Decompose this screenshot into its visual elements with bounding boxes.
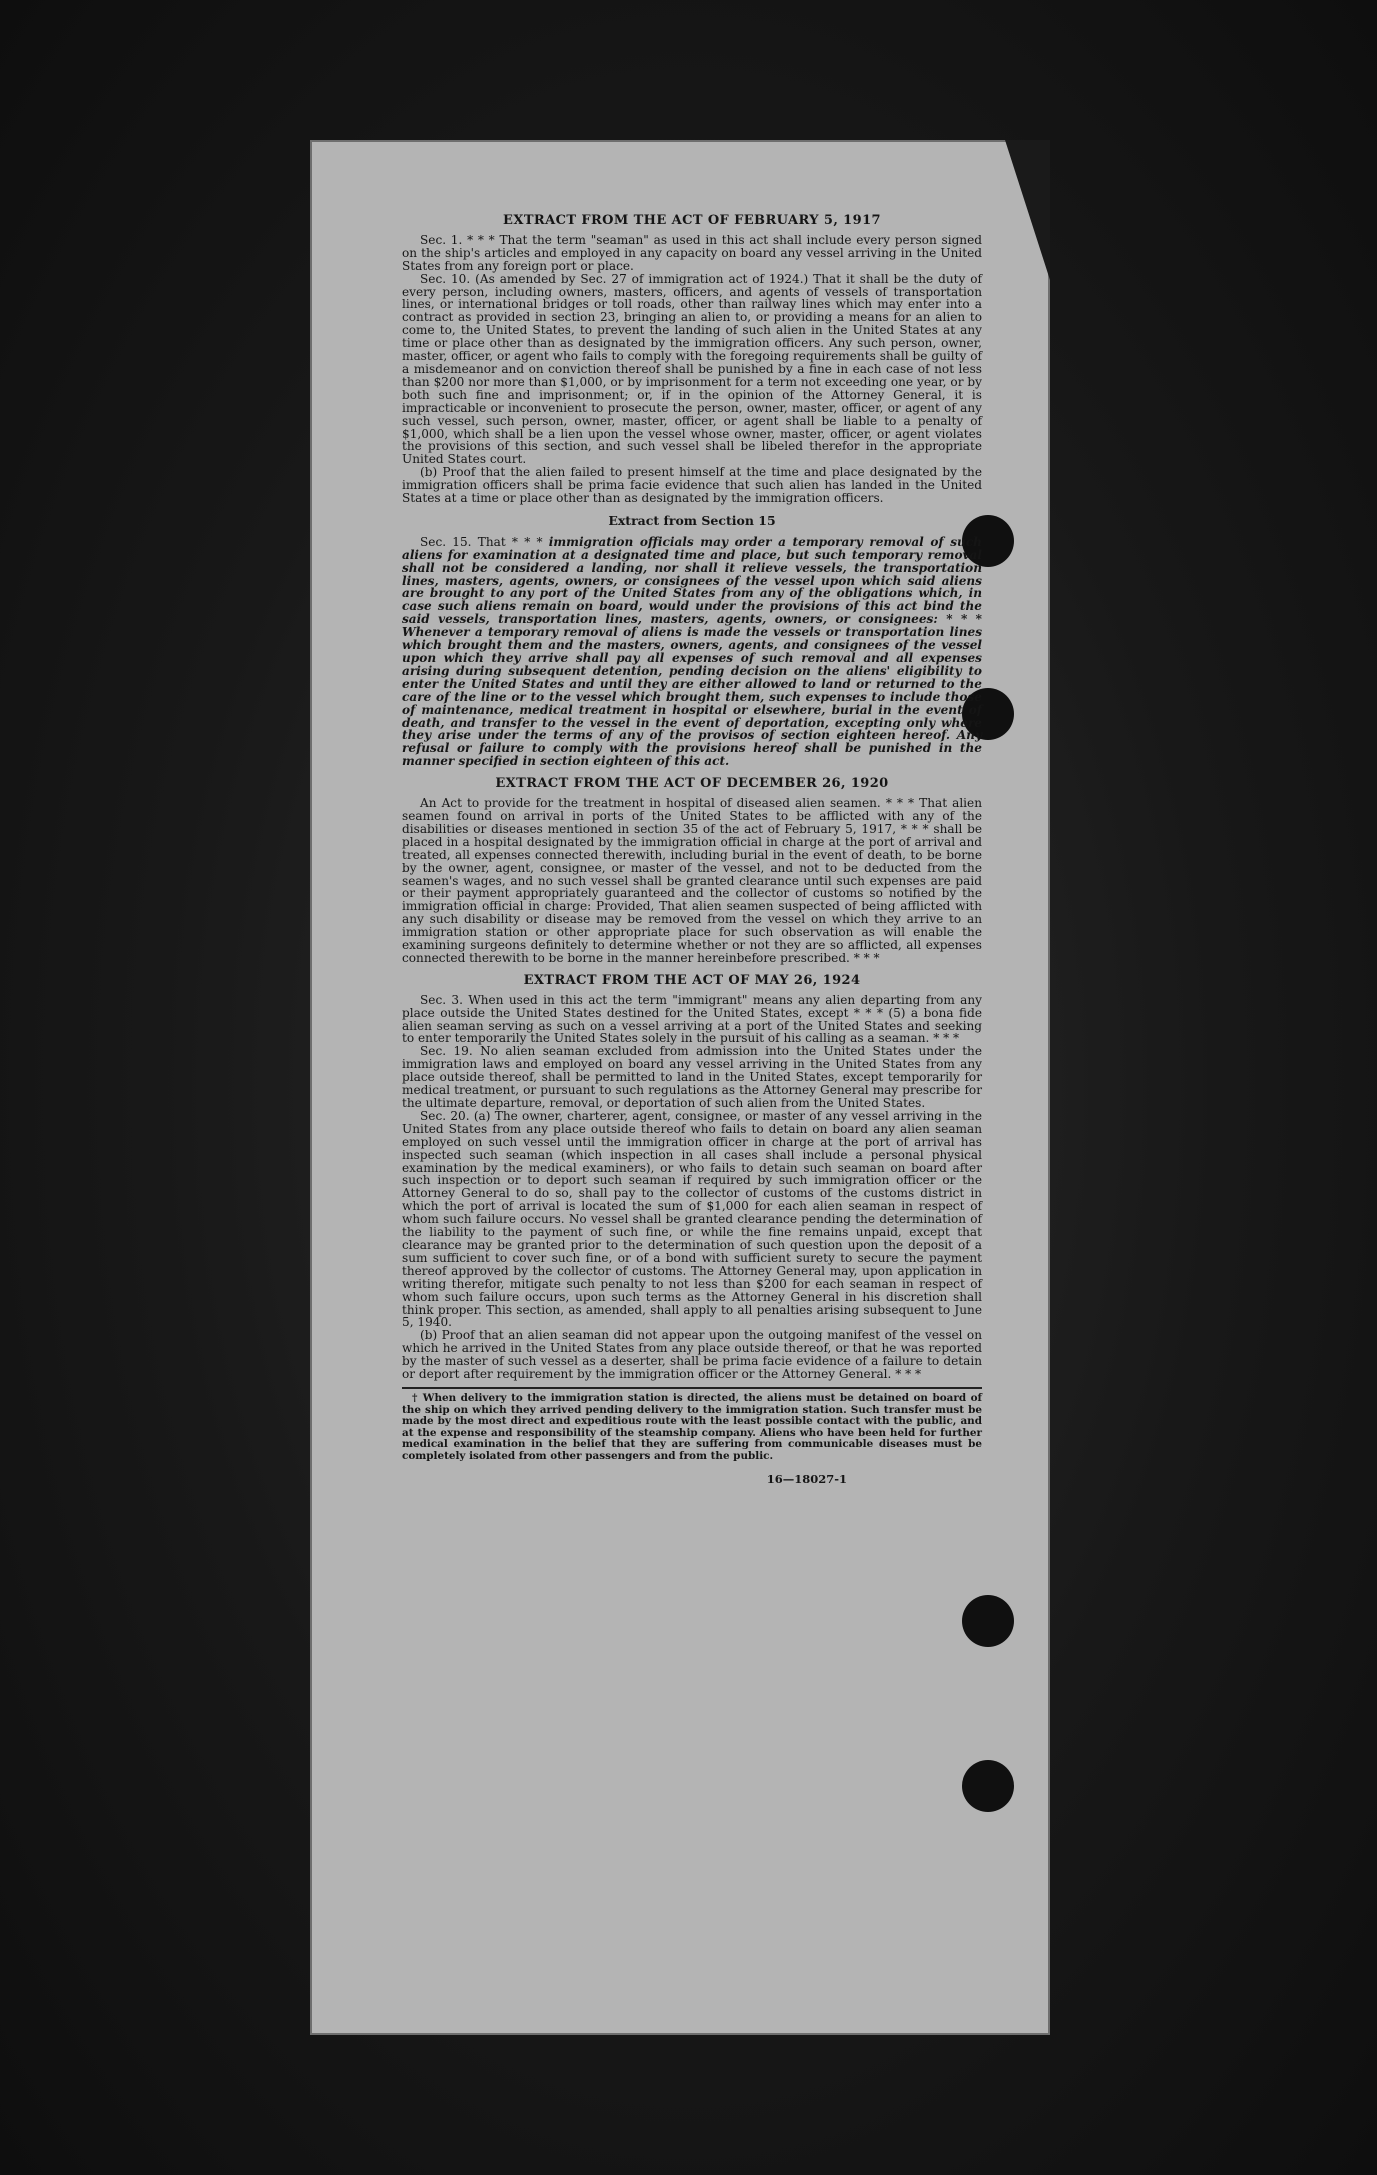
heading-act-1917: EXTRACT FROM THE ACT OF FEBRUARY 5, 1917 (503, 213, 881, 228)
section-19-paragraph: Sec. 19. No alien seaman excluded from admission into the United States under the immigration laws and employed on board any vessel arriving in the United States from any place outside thereof, shall be permitted to land in the United States, except temporarily for medical treatment, or pursuant to such regulations as the Attorney General may prescribe for the ultimate departure, removal, or deportation of such alien from the United States. (402, 1044, 982, 1110)
section-15-italic-text: immigration officials may order a temporary removal of such aliens for examination at a designated time and place, but such temporary removal shall not be considered a landing, nor shall it relieve vessels, the transportation lines, masters, agents, owners, or consignees of the vessel upon which said aliens are brought to any port of the United States from any of the obligations which, in case such aliens remain on board, would under the provisions of this act bind the said vessels, transportation lines, masters, agents, owners, or consignees: * * * Whenever a temporary removal of aliens is made the vessels or transportation lines which brought them and the masters, owners, agents, and consignees of the vessel upon which they arrive shall pay all expenses of such removal and all expenses arising during subsequent detention, pending decision on the aliens' eligibility to enter the United States and until they are either allowed to land or returned to the care of the line or to the vessel which brought them, such expenses to include those of maintenance, medical treatment in hospital or elsewhere, burial in the event of death, and transfer to the vessel in the event of deportation, excepting only where they arise under the terms of any of the provisos of section eighteen hereof. Any refusal or failure to comply with the provisions hereof shall be punished in the manner specified in section eighteen of this act. (402, 534, 982, 769)
section-1-paragraph: Sec. 1. * * * That the term "seaman" as used in this act shall include every person signed on the ship's articles and employed in any capacity on board any vessel arriving in the United States from any foreign port or place. (402, 232, 982, 273)
section-15-lead: Sec. 15. That * * * (420, 534, 543, 549)
section-20a-paragraph: Sec. 20. (a) The owner, charterer, agent, consignee, or master of any vessel arriving in the United States from any place outside thereof who fails to detain on board any alien seaman employed on such vessel until the immigration officer in charge at the port of arrival has inspected such seaman (which inspection in all cases shall include a personal physical examination by the medical examiners), or who fails to detain such seaman on board after such inspection or to deport such seaman if required by such immigration officer or the Attorney General to do so, shall pay to the collector of customs of the customs district in which the port of arrival is located the sum of $1,000 for each alien seaman in respect of whom such failure occurs. No vessel shall be granted clearance pending the determination of the liability to the payment of such fine, or while the fine remains unpaid, except that clearance may be granted prior to the determination of such question upon the deposit of a sum sufficient to cover such fine, or of a bond with sufficient surety to secure the payment thereof approved by the collector of customs. The Attorney General may, upon application in writing therefor, mitigate such penalty to not less than $200 for each seaman in respect of whom such failure occurs, upon such terms as the Attorney General in his discretion shall think proper. This section, as amended, shall apply to all penalties arising subsequent to June 5, 1940. (402, 1108, 982, 1330)
footnote: † When delivery to the immigration station is directed, the aliens must be detained on board of the ship on which they arrived pending delivery to the immigration station. Such transfer must be made by the most direct and expeditious route with the least possible contact with the public, and at the expense and responsibility of the steamship company. Aliens who have been held for further medical examination in the belief that they are suffering from communicable diseases must be completely isolated from other passengers and from the public. (402, 1391, 982, 1462)
heading-act-1924: EXTRACT FROM THE ACT OF MAY 26, 1924 (523, 972, 861, 988)
torn-corner (1005, 140, 1050, 280)
section-15-paragraph (402, 536, 982, 768)
document-page (310, 140, 1050, 2035)
heading-section-15: Extract from Section 15 (608, 512, 776, 528)
footnote-divider (402, 1387, 982, 1389)
document-id: 16—18027-1 (766, 1471, 847, 1486)
section-20b-paragraph: (b) Proof that an alien seaman did not appear upon the outgoing manifest of the vessel on which he arrived in the United States from any place outside thereof, or that he was reported by the master of such vessel as a deserter, shall be prima facie evidence of a failure to detain or deport after requirement by the immigration officer or the Attorney General. * * * (402, 1328, 982, 1382)
document-text (402, 215, 982, 1485)
section-10-paragraph: Sec. 10. (As amended by Sec. 27 of immigration act of 1924.) That it shall be the duty of every person, including owners, masters, officers, and agents of vessels of transportation lines, or international bridges or toll roads, other than railway lines which may enter into a contract as provided in section 23, bringing an alien to, or providing a means for an alien to come to, the United States, to prevent the landing of such alien in the United States at any time or place other than as designated by the immigration officers. Any such person, owner, master, officer, or agent who fails to comply with the foregoing requirements shall be guilty of a misdemeanor and on conviction thereof shall be punished by a fine in each case of not less than $200 nor more than $1,000, or by imprisonment for a term not exceeding one year, or by both such fine and imprisonment; or, if in the opinion of the Attorney General, it is impracticable or inconvenient to prosecute the person, owner, master, officer, or agent of any such vessel, such person, owner, master, officer, or agent shall be liable to a penalty of $1,000, which shall be a lien upon the vessel whose owner, master, officer, or agent violates the provisions of this section, and such vessel shall be libeled therefor in the appropriate United States court. (402, 271, 982, 467)
punch-hole (962, 1595, 1014, 1647)
punch-hole (962, 1760, 1014, 1812)
heading-act-1920: EXTRACT FROM THE ACT OF DECEMBER 26, 1920 (495, 776, 889, 792)
act-1920-paragraph: An Act to provide for the treatment in hospital of diseased alien seamen. * * * That alien seamen found on arrival in ports of the United States to be afflicted with any of the disabilities or diseases mentioned in section 35 of the act of February 5, 1917, * * * shall be placed in a hospital designated by the immigration official in charge at the port of arrival and treated, all expenses connected therewith, including burial in the event of death, to be borne by the owner, agent, consignee, or master of the vessel, and not to be deducted from the seamen's wages, and no such vessel shall be granted clearance until such expenses are paid or their payment appropriately guaranteed and the collector of customs so notified by the immigration official in charge: Provided, That alien seamen suspected of being afflicted with any such disability or disease may be removed from the vessel on which they arrive to an immigration station or other appropriate place for such observation as will enable the examining surgeons definitely to determine whether or not they are so afflicted, all expenses connected therewith to be borne in the manner hereinbefore prescribed. * * * (402, 796, 982, 965)
section-10b-paragraph: (b) Proof that the alien failed to present himself at the time and place designated by the immigration officers shall be prima facie evidence that such alien has landed in the United States at a time or place other than as designated by the immigration officers. (402, 465, 982, 506)
section-3-paragraph: Sec. 3. When used in this act the term "immigrant" means any alien departing from any place outside the United States destined for the United States, except * * * (5) a bona fide alien seaman serving as such on a vessel arriving at a port of the United States and seeking to enter temporarily the United States solely in the pursuit of his calling as a seaman. * * * (402, 992, 982, 1046)
